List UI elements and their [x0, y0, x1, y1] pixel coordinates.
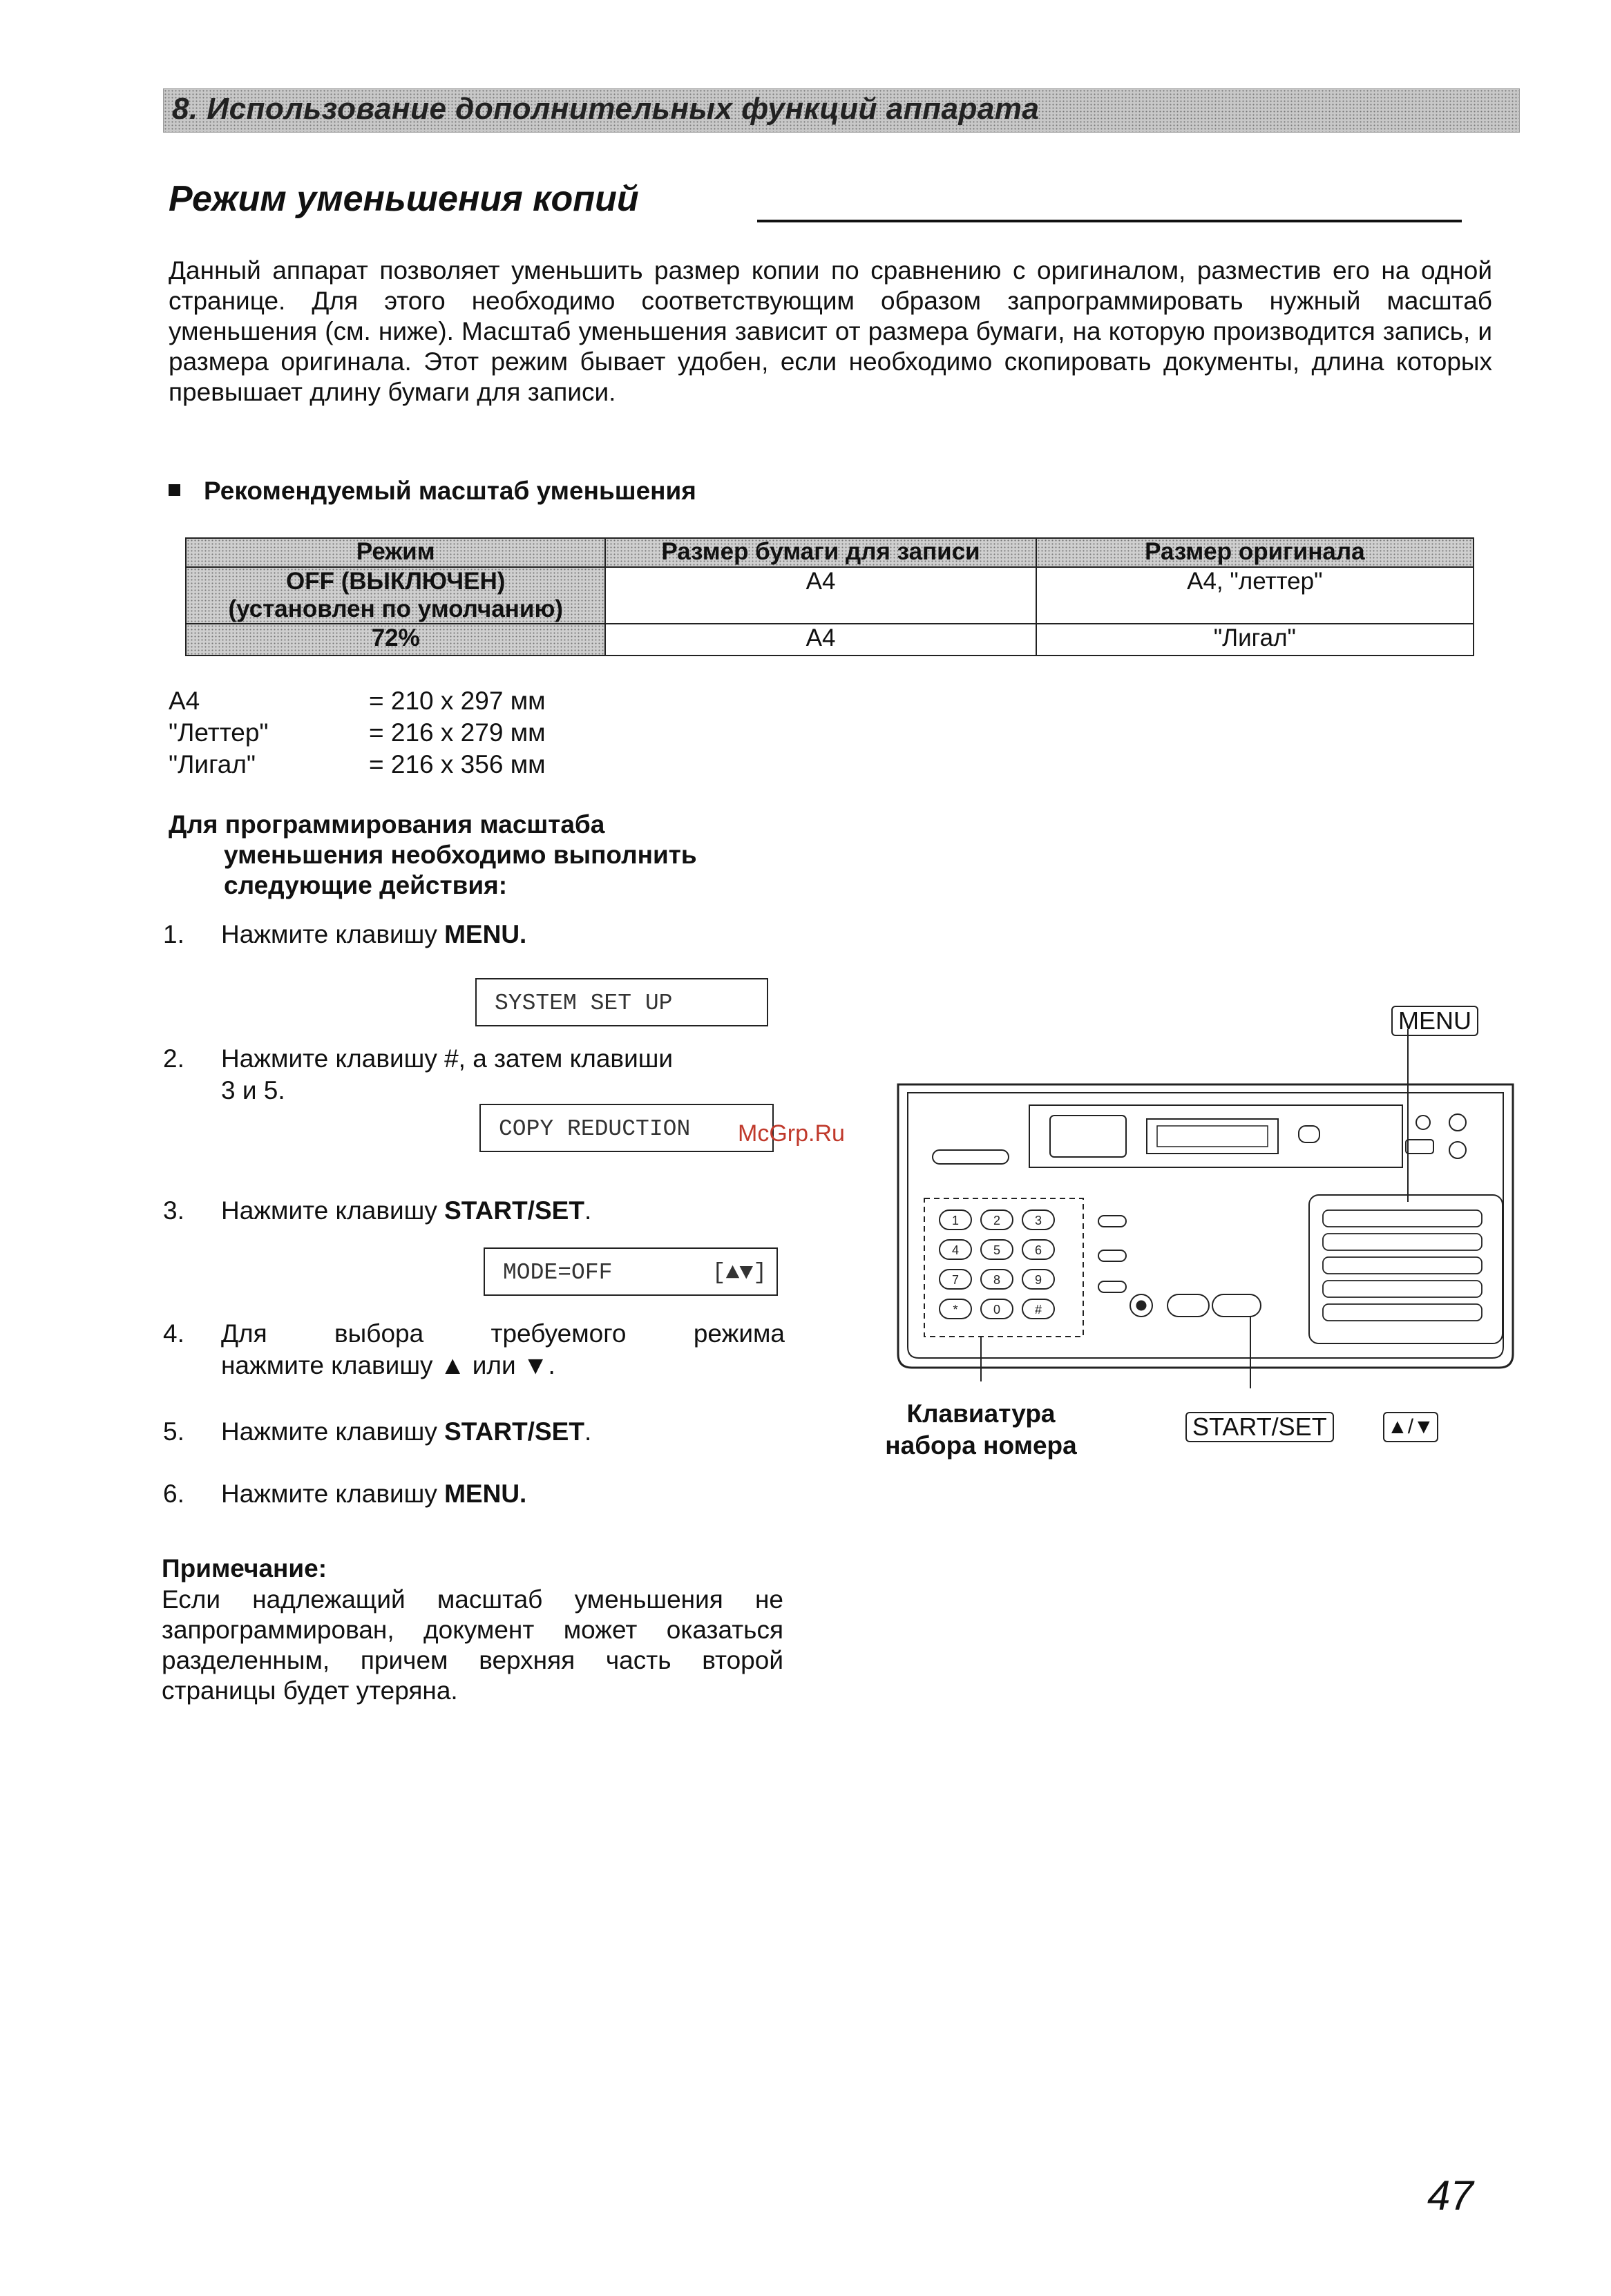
keypad-key: 8 [993, 1273, 1001, 1287]
size-label: "Леттер" [169, 718, 269, 747]
step-key: MENU. [444, 920, 527, 948]
step-key: START/SET [444, 1196, 584, 1225]
step-number: 6. [163, 1480, 184, 1508]
programming-heading-line: Для программирования масштаба [169, 810, 605, 839]
keypad-caption [877, 1398, 1085, 1462]
size-label: A4 [169, 687, 200, 715]
step-tail: . [584, 1196, 592, 1225]
table-header-mode: Режим [186, 538, 605, 567]
table-cell-paper: A4 [605, 624, 1036, 656]
keypad-key: # [1034, 1303, 1042, 1317]
step-text: Нажмите клавишу [221, 1196, 445, 1225]
note-heading: Примечание: [162, 1554, 327, 1582]
step-text-continued: нажмите клавишу ▲ или ▼. [221, 1351, 555, 1379]
keypad-key: 9 [1034, 1273, 1042, 1287]
keypad-key: 0 [993, 1303, 1001, 1317]
arrow-up-icon: ▲ [1387, 1415, 1408, 1438]
recommended-scale-heading-text: Рекомендуемый масштаб уменьшения [204, 477, 696, 505]
watermark: McGrp.Ru [738, 1120, 845, 1147]
step-5 [163, 1416, 591, 1448]
section-header: 8. Использование дополнительных функций аппарата [172, 92, 1040, 126]
title-underline [757, 220, 1462, 222]
arrow-keys-label [1383, 1412, 1438, 1442]
keypad-key: 2 [993, 1214, 1001, 1227]
step-number: 5. [163, 1417, 184, 1446]
programming-heading-line: уменьшения необходимо выполнить [224, 841, 697, 869]
mode-default-label: (установлен по умолчанию) [228, 595, 563, 622]
step-number: 2. [163, 1044, 184, 1073]
table-cell-paper: A4 [605, 567, 1036, 624]
keypad-caption-line: набора номера [885, 1431, 1077, 1460]
step-text: Для выбора требуемого режима [221, 1319, 785, 1348]
table-row [186, 624, 1474, 656]
step-1 [163, 919, 526, 950]
start-set-key-label: START/SET [1185, 1412, 1334, 1442]
page-number: 47 [1427, 2172, 1474, 2219]
programming-heading [169, 810, 697, 901]
paper-sizes-list [169, 685, 546, 781]
keypad-key: 4 [951, 1243, 960, 1257]
reduction-table [185, 537, 1474, 656]
table-header-paper: Размер бумаги для записи [605, 538, 1036, 567]
page-title: Режим уменьшения копий [169, 179, 639, 219]
step-text: Нажмите клавишу [221, 1417, 445, 1446]
fax-panel-diagram [891, 1029, 1527, 1416]
step-4 [163, 1318, 785, 1381]
list-item [169, 717, 546, 749]
keypad-key: * [953, 1303, 958, 1317]
intro-paragraph: Данный аппарат позволяет уменьшить размер копии по сравнению с оригиналом, разместив его на одной странице. Для этого необходимо соответствующим образом запрограммировать нужный масштаб уменьшения (см. ниже). Масштаб уменьшения зависит от размера бумаги, на которую производится запись, и размера оригинала. Этот режим бывает удобен, если необходимо скопировать документы, длина которых превышает длину бумаги для записи. [169, 256, 1492, 406]
list-item [169, 749, 546, 781]
step-number: 3. [163, 1196, 184, 1225]
keypad-key: 5 [993, 1243, 1001, 1257]
step-number: 1. [163, 920, 184, 948]
table-header-original: Размер оригинала [1036, 538, 1474, 567]
step-tail: . [584, 1417, 592, 1446]
lcd-mode-arrows: [▲▼] [712, 1260, 767, 1285]
size-value: = 210 x 297 мм [369, 687, 546, 715]
table-row [186, 567, 1474, 624]
keypad-key: 6 [1034, 1243, 1042, 1257]
keypad-caption-line: Клавиатура [906, 1399, 1056, 1428]
step-6 [163, 1478, 526, 1510]
step-3 [163, 1195, 591, 1227]
keypad-key: 1 [951, 1214, 960, 1227]
step-2 [163, 1043, 785, 1107]
keypad-key: 7 [951, 1273, 960, 1287]
arrow-separator: / [1407, 1415, 1414, 1438]
mode-off-label: OFF (ВЫКЛЮЧЕН) [286, 568, 506, 595]
lcd-mode-text: MODE=OFF [503, 1260, 613, 1285]
bullet-square-icon [169, 484, 180, 496]
table-cell-original: "Лигал" [1036, 624, 1474, 656]
recommended-scale-heading [169, 477, 696, 506]
step-number: 4. [163, 1319, 184, 1348]
size-label: "Лигал" [169, 750, 256, 778]
step-key: START/SET [444, 1417, 584, 1446]
arrow-down-icon: ▼ [1413, 1415, 1434, 1438]
programming-heading-line: следующие действия: [224, 871, 508, 899]
step-text-continued: 3 и 5. [221, 1076, 285, 1104]
step-text: Нажмите клавишу [221, 920, 445, 948]
size-value: = 216 x 279 мм [369, 718, 546, 747]
step-text: Нажмите клавишу [221, 1480, 445, 1508]
lcd-system-set-up: SYSTEM SET UP [475, 978, 768, 1026]
section-header-bar [163, 88, 1520, 133]
size-value: = 216 x 356 мм [369, 750, 546, 778]
lcd-mode-off [484, 1247, 778, 1296]
lcd-copy-reduction: COPY REDUCTION [479, 1104, 774, 1152]
list-item [169, 685, 546, 717]
note-text: Если надлежащий масштаб уменьшения не запрограммирован, документ может оказаться разделенным, причем верхняя часть второй страницы будет утеряна. [162, 1585, 783, 1705]
table-cell-original: A4, "леттер" [1036, 567, 1474, 624]
step-key: MENU. [444, 1480, 527, 1508]
menu-key-label: MENU [1391, 1006, 1478, 1036]
table-cell-mode: 72% [186, 624, 605, 656]
table-cell-mode [186, 567, 605, 624]
step-text: Нажмите клавишу #, а затем клавиши [221, 1044, 674, 1073]
keypad-key: 3 [1034, 1214, 1042, 1227]
